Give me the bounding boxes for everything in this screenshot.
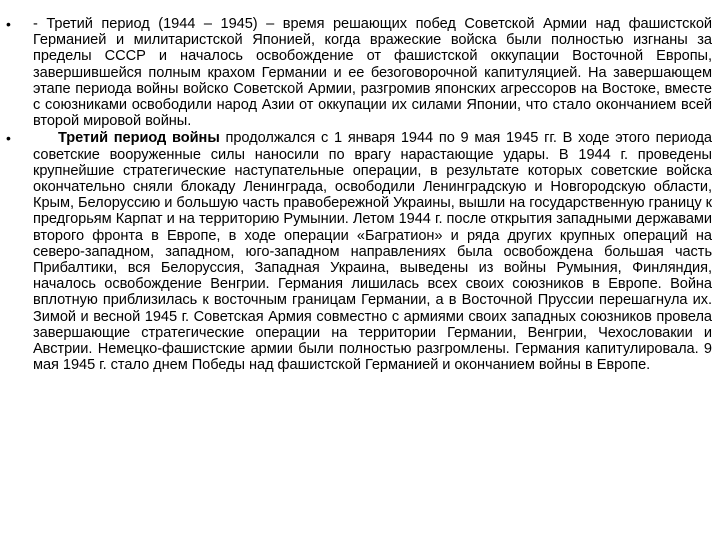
bullet-item-third-period-summary <box>6 16 712 129</box>
bullet-icon: • <box>6 130 11 147</box>
bullet-text: продолжался с 1 января 1944 по 9 мая 1945 гг. В ходе этого периода советские вооруженные силы наносили по врагу нарастающие удары. В 1944 г. проведены крупнейшие стратегические наступательные операции, в результате которых советские войска окончательно сняли блокаду Ленинграда, освободили Ленинградскую и Новгородскую области, Крым, Белоруссию и большую часть правобережной Украины, вышли на государственную границу к предгорьям Карпат и на территорию Румынии. Летом 1944 г. после открытия западными державами второго фронта в Европе, в ходе операции «Багратион» и ряда других крупных операций на северо-западном, западном, юго-западном направлениях была освобождена большая часть Прибалтики, вся Белоруссия, Западная Украина, выведены из войны Румыния, Финляндия, началось освобождение Венгрии. Германия лишилась всех своих союзников в Европе. Война вплотную приблизилась к восточным границам Германии, а в Восточной Пруссии перешагнула их. Зимой и весной 1945 г. Советская Армия совместно с армиями своих западных союзников провела завершающие стратегические операции на территории Германии, Венгрии, Чехословакии и Австрии. Немецко-фашистские армии были полностью разгромлены. Германия капитулировала. 9 мая 1945 г. стало днем Победы над фашистской Германией и окончанием войны в Европе. <box>33 130 712 374</box>
bullet-text: - Третий период (1944 – 1945) – время решающих побед Советской Армии над фашистской Германией и милитаристской Японией, когда вражеские войска были полностью изгнаны за пределы СССР и началось освобождение от фашистской оккупации Восточной Европы, завершившейся полным крахом Германии и ее безоговорочной капитуляцией. На завершающем этапе периода войны войско Советской Армии, разгромив японских агрессоров на Востоке, вместе с союзниками освободили народ Азии от оккупации их силами Японии, что стало окончанием всей второй мировой войны. <box>33 16 712 130</box>
bullet-icon: • <box>6 16 11 32</box>
bullet-list <box>6 16 712 373</box>
bullet-item-third-period-details <box>6 130 712 373</box>
bold-lead-text: Третий период войны <box>58 130 220 147</box>
